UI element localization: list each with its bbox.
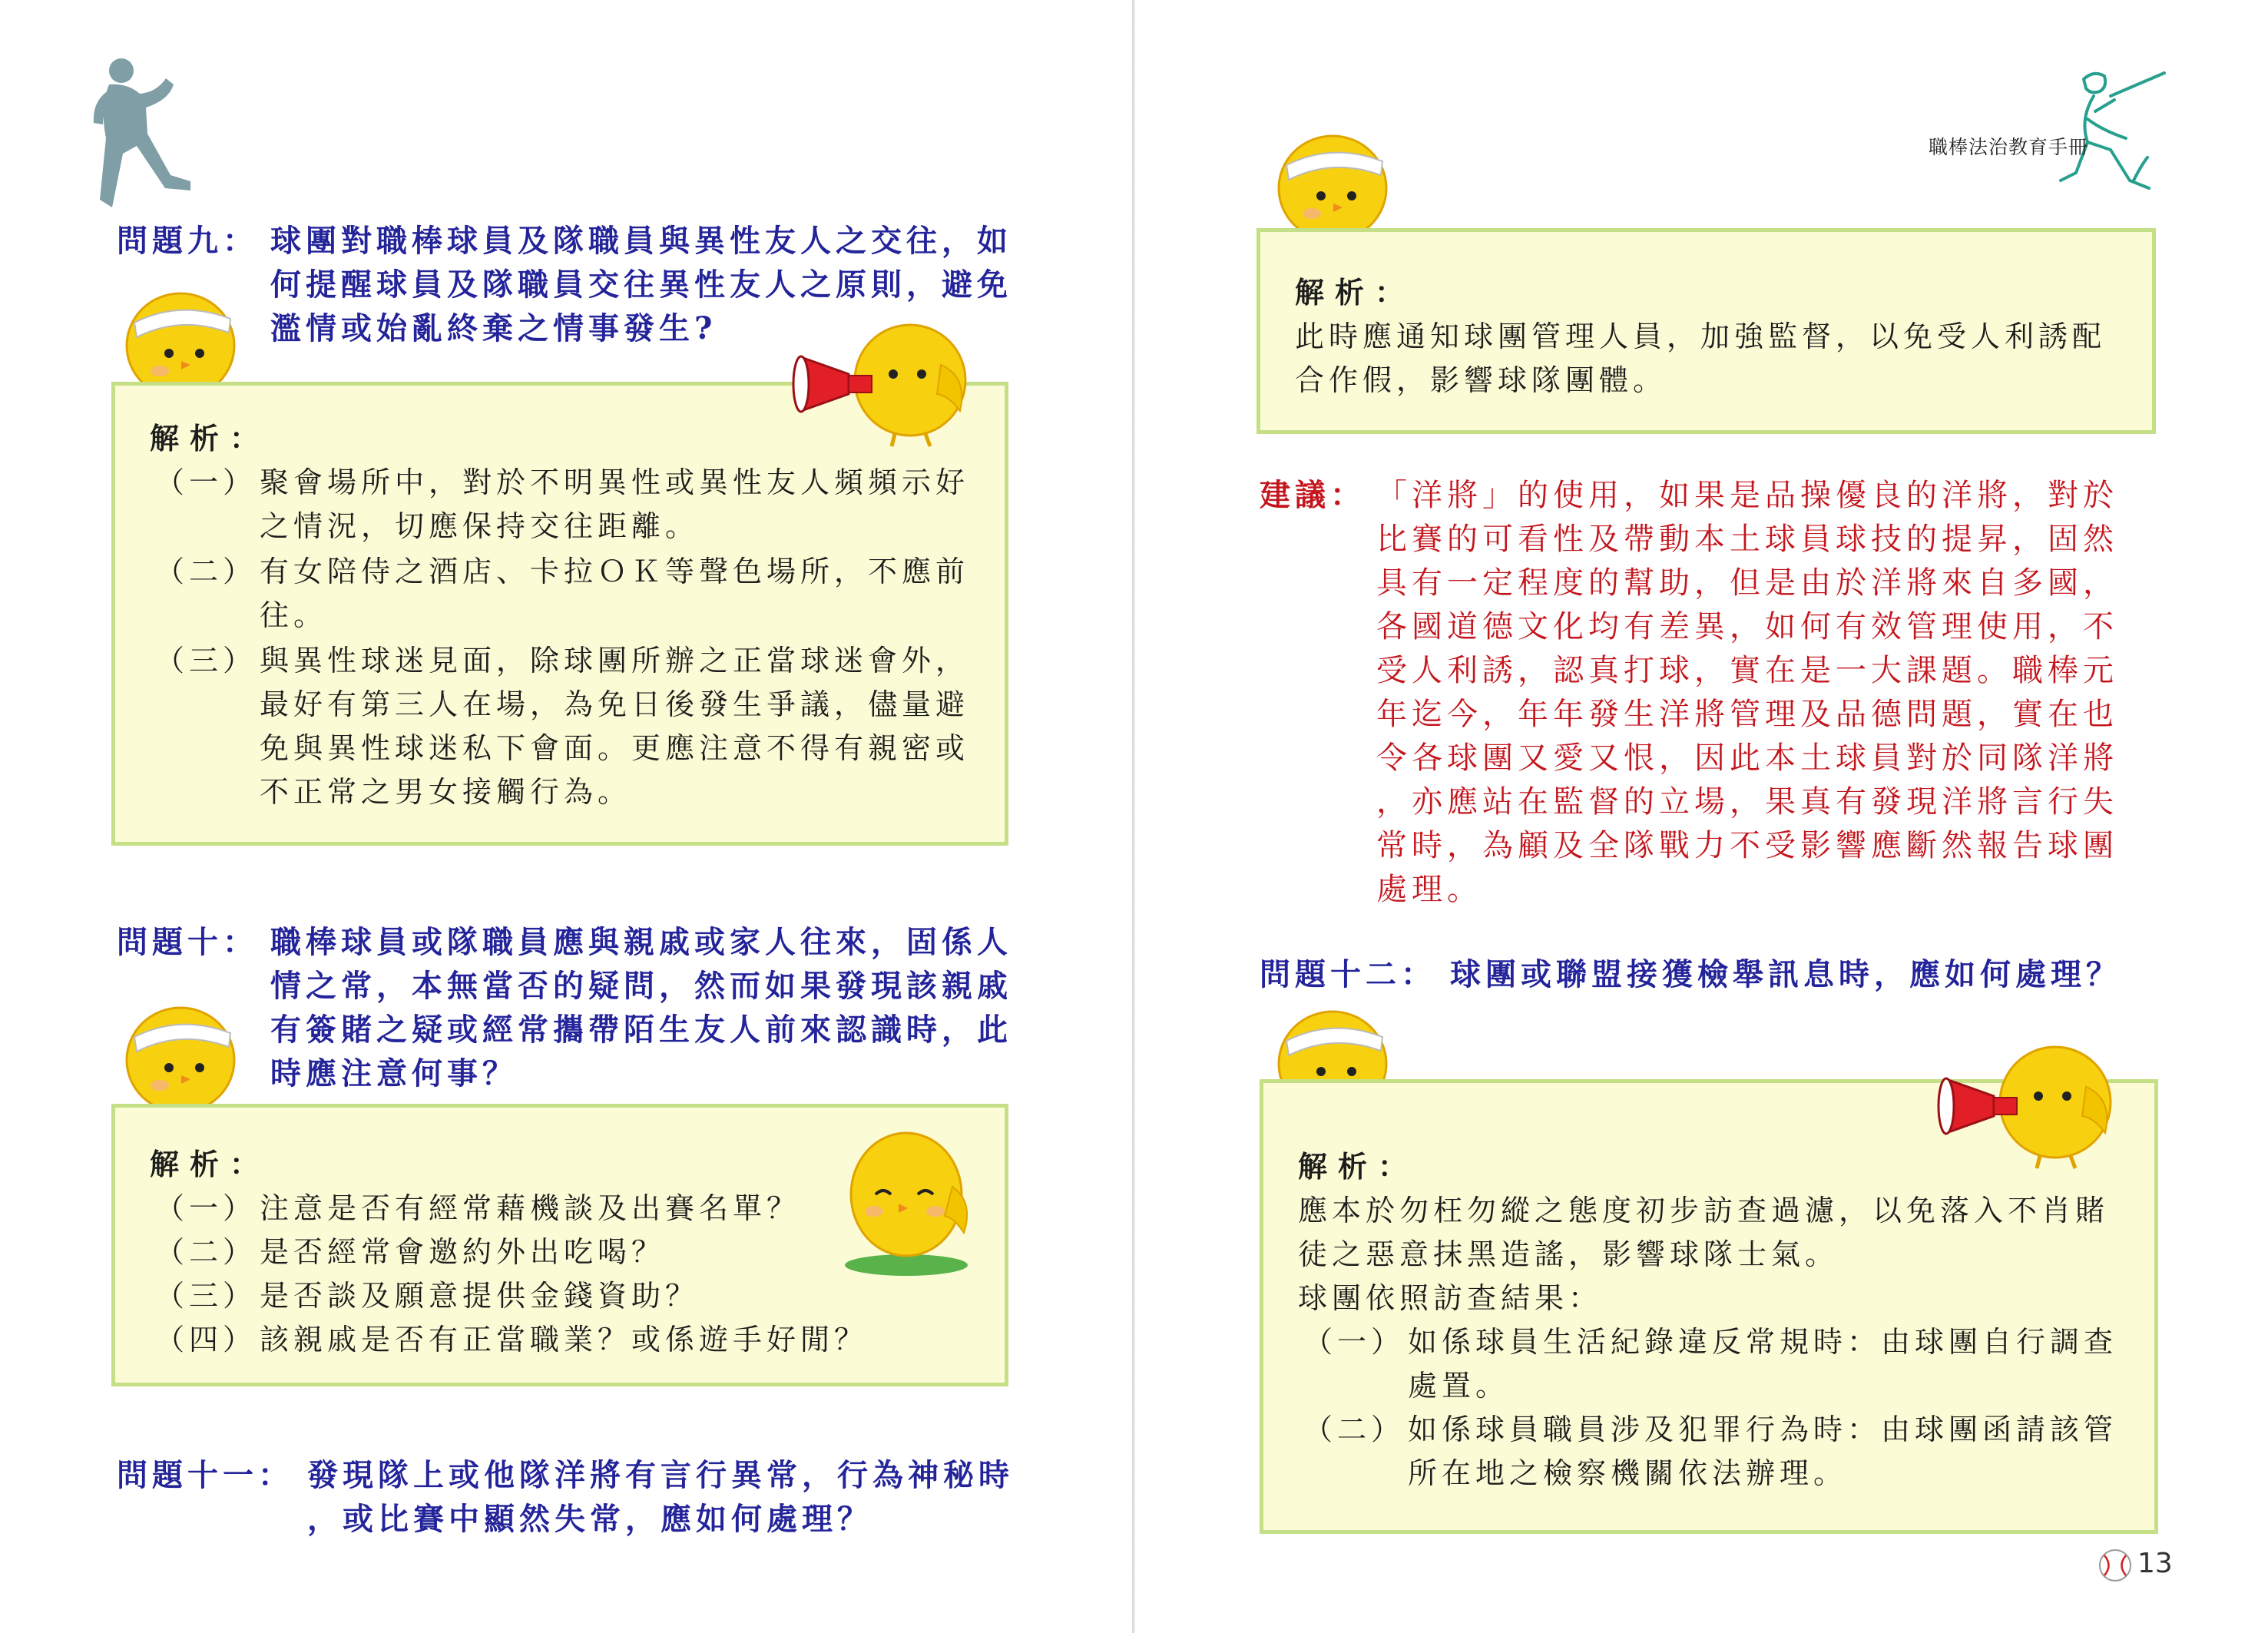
analysis-item — [1303, 1408, 2148, 1539]
analysis-item — [155, 1318, 1000, 1449]
item-number: （二） — [155, 555, 257, 588]
item-number: （二） — [155, 1235, 257, 1269]
chick-megaphone-icon — [1940, 1025, 2124, 1171]
pitcher-silhouette-icon — [92, 54, 200, 215]
question-label: 問題九： — [117, 223, 258, 259]
analysis-text: 此時應通知球團管理人員，加強監督，以免受人利誘配 合作假，影響球隊團體。 — [1295, 320, 2107, 397]
item-text: 與異性球迷見面，除球團所辦之正當球迷會外， 最好有第三人在場，為免日後發生爭議，儘量避 免與異性球迷私下會面。更應注意不得有親密或 不正常之男女接觸行為。 — [260, 644, 970, 809]
chick-smiling-icon — [837, 1118, 975, 1279]
item-number: （一） — [155, 465, 257, 499]
item-text: 注意是否有經常藉機談及出賽名單？ — [260, 1191, 801, 1225]
item-text: 有女陪侍之酒店、卡拉ＯＫ等聲色場所，不應前 往。 — [260, 555, 970, 632]
analysis-title: 解析： — [150, 1148, 270, 1181]
question-text: 球團或聯盟接獲檢舉訊息時，應如何處理？ — [1450, 956, 2121, 992]
item-text: 如係球員生活紀錄違反常規時：由球團自行調查 處置。 — [1408, 1325, 2118, 1403]
left-page — [0, 0, 1132, 1633]
question-label: 問題十一： — [117, 1457, 293, 1493]
question-text: 發現隊上或他隊洋將有言行異常，行為神秘時 ，或比賽中顯然失常，應如何處理？ — [307, 1457, 1014, 1537]
item-number: （四） — [155, 1323, 257, 1356]
right-page — [1135, 0, 2268, 1633]
item-number: （二） — [1303, 1413, 1405, 1446]
suggestion — [1260, 474, 2181, 919]
item-text: 是否經常會邀約外出吃喝？ — [260, 1235, 666, 1269]
analysis-text: 應本於勿枉勿縱之態度初步訪查過濾，以免落入不肖賭 徒之惡意抹黑造謠，影響球隊士氣。 — [1298, 1194, 2110, 1271]
item-number: （三） — [155, 1279, 257, 1313]
item-text: 聚會場所中，對於不明異性或異性友人頻頻示好 之情況，切應保持交往距離。 — [260, 465, 970, 543]
analysis-box-9 — [111, 382, 1008, 846]
item-number: （三） — [155, 644, 257, 677]
question-text: 球團對職棒球員及隊職員與異性友人之交往，如 何提醒球員及隊職員交往異性友人之原則，避免 濫情或始亂終棄之情事發生? — [270, 223, 1012, 346]
item-text: 是否談及願意提供金錢資助？ — [260, 1279, 700, 1313]
question-10 — [117, 920, 1038, 1097]
question-11 — [117, 1453, 1077, 1545]
item-number: （一） — [155, 1191, 257, 1225]
analysis-box-11 — [1257, 228, 2156, 434]
question-label: 問題十： — [117, 924, 258, 960]
question-text: 職棒球員或隊職員應與親戚或家人往來，固係人 情之常，本無當否的疑問，然而如果發現該親戚 有簽賭之疑或經常攜帶陌生友人前來認識時，此 時應注意何事？ — [270, 924, 1012, 1091]
analysis-item — [155, 639, 1000, 809]
chick-megaphone-icon — [795, 303, 979, 449]
analysis-lead: 球團依照訪查結果： — [1298, 1281, 1603, 1315]
page-number: 13 — [2137, 1548, 2173, 1579]
item-number: （一） — [1303, 1325, 1405, 1359]
item-text: 該親戚是否有正當職業？或係遊手好閒？ — [260, 1323, 869, 1356]
analysis-title: 解析： — [1298, 1150, 1419, 1184]
question-label: 問題十二： — [1260, 956, 1436, 992]
handbook-title: 職棒法治教育手冊 — [1929, 136, 2089, 158]
analysis-title: 解析： — [1295, 276, 1415, 310]
suggestion-text: 「洋將」的使用，如果是品操優良的洋將，對於 比賽的可看性及帶動本土球員球技的提昇，固然 具有一定程度的幫助，但是由於洋將來自多國， 各國道德文化均有差異，如何有效管理使用，不 受人利誘，認真打球，實在是一大課題。職棒元 年迄今，年年發生洋將管理及品德問題，實在也 令各球團又愛又恨，因此本土球員對於同隊洋將 ，亦應站在監督的立場，果真有發現洋將言行失 常時，為顧及全隊戰力不受影響應斷然報告球團 處理。 — [1376, 478, 2118, 907]
item-text: 如係球員職員涉及犯罪行為時：由球團函請該管 所在地之檢察機關依法辦理。 — [1408, 1413, 2118, 1490]
suggestion-label: 建議： — [1260, 478, 1366, 513]
baseball-icon — [2097, 1548, 2133, 1583]
analysis-title: 解析： — [150, 422, 270, 455]
